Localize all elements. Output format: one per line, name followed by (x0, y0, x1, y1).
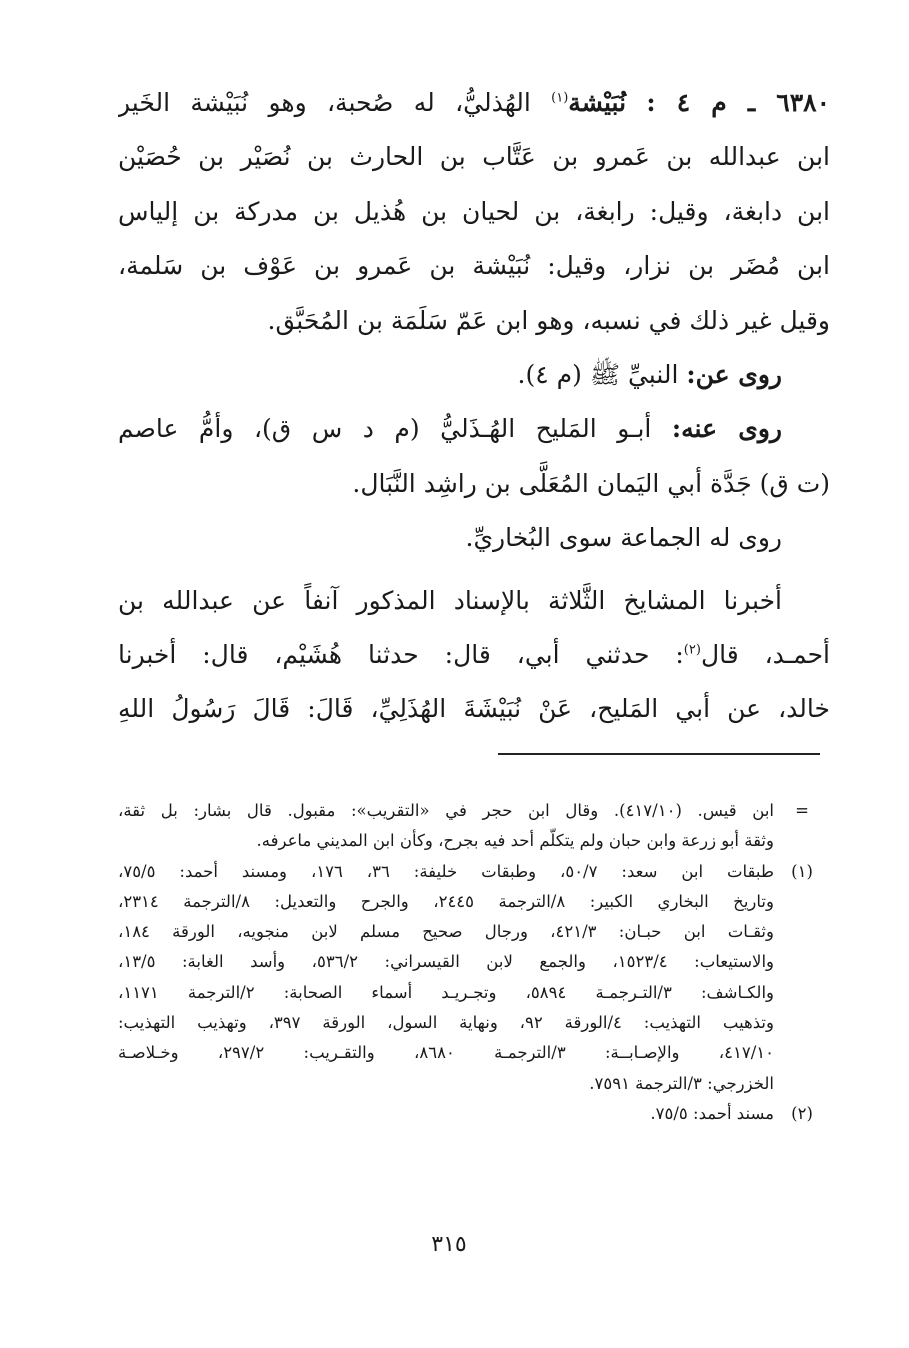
entry-first-line (118, 76, 830, 130)
footnote-line: والكـاشف: ٣/التـرجمـة ٥٨٩٤، وتجـريـد أسماء الصحابة: ٢/الترجمة ١١٧١، (118, 982, 774, 1002)
hadith-line-3: خالد، عن أبي المَليح، عَنْ نُبَيْشَةَ الهُذَلِيِّ، قَالَ: قَالَ رَسُولُ اللهِ (118, 694, 830, 724)
rawa-an-line (118, 348, 830, 402)
rawa-anhu-label: روى عنه: (671, 414, 782, 444)
page-number: ٣١٥ (431, 1232, 467, 1257)
entry-number: ٦٣٨٠ ـ م ٤ : (646, 88, 830, 117)
hadith-line-1: أخبرنا المشايخ الثَّلاثة بالإسناد المذكور آنفاً عن عبدالله بن (118, 585, 782, 615)
entry-line-5: وقيل غير ذلك في نسبه، وهو ابن عَمّ سَلَمَة بن المُحَبَّق. (267, 305, 830, 335)
footnote-marker: (٢) (791, 1103, 813, 1123)
footnote-1 (118, 857, 830, 1099)
footnote-continuation (118, 796, 830, 857)
footnote-line: طبقات ابن سعد: ٥٠/٧، وطبقات خليفة: ٣٦، ١٧٦، ومسند أحمد: ٧٥/٥، (118, 861, 774, 881)
footnote-2 (118, 1099, 830, 1129)
rawa-anhu-line-2: (ت ق) جَدَّة أبي اليَمان المُعَلَّى بن راشِد النَّبَال. (352, 468, 830, 498)
rawa-lahu-line: روى له الجماعة سوى البُخاريِّ. (465, 523, 782, 553)
entry-line-4: ابن مُضَر بن نزار، وقيل: نُبَيْشة بن عَمرو بن عَوْف بن سَلمة، (118, 251, 830, 281)
hadith-line-2a: أحمـد، قال (700, 639, 830, 669)
footnote-marker: (١) (791, 861, 813, 881)
rawa-an-label: روى عن: (686, 359, 782, 389)
footnote-line: مسند أحمد: ٧٥/٥. (650, 1103, 774, 1123)
entry-line-3: ابن دابغة، وقيل: رابغة، بن لحيان بن هُذيل بن مدركة بن إلياس (118, 196, 830, 226)
entry-line-1: الهُذليُّ، له صُحبة، وهو نُبَيْشة الخَير (118, 88, 531, 117)
footnote-marker: = (795, 801, 809, 820)
hadith-line-2b: : حدثني أبي، قال: حدثنا هُشَيْم، قال: أخبرنا (118, 639, 684, 669)
footnote-separator (498, 753, 820, 755)
entry-line-2: ابن عبدالله بن عَمرو بن عَتَّاب بن الحارث بن نُصَيْر بن حُصَيْن (118, 142, 830, 172)
footnote-line: وثقة أبو زرعة وابن حبان ولم يتكلّم أحد فيه بجرح، وكأن ابن المديني ماعرفه. (256, 831, 774, 851)
rawa-anhu-line-1 (118, 402, 830, 456)
footnotes (118, 796, 830, 1129)
footnote-line: ابن قيس. (٤١٧/١٠). وقال ابن حجر في «التقريب»: مقبول. قال بشار: بل ثقة، (118, 801, 774, 820)
rawa-an-text: النبيِّ ﷺ (م ٤). (517, 359, 679, 389)
rawa-anhu-text: أبـو المَليح الهُـذَليُّ (م د س ق)، وأمُّ عاصم (118, 414, 652, 444)
footnote-line: وثقـات ابن حبـان: ٤٢١/٣، ورجال صحيح مسلم لابن منجويه، الورقة ١٨٤، (118, 922, 774, 942)
footnote-line: وتذهيب التهذيب: ٤/الورقة ٩٢، ونهاية السول، الورقة ٣٩٧، وتهذيب التهذيب: (118, 1013, 774, 1033)
footnote-ref-2[interactable]: (٢) (683, 642, 701, 658)
footnote-line: والاستيعاب: ١٥٢٣/٤، والجمع لابن القيسراني: ٥٣٦/٢، وأسد الغابة: ١٣/٥، (118, 952, 774, 972)
main-text (118, 76, 830, 737)
footnote-ref-1[interactable]: (١) (551, 90, 569, 106)
footnote-line: الخزرجي: ٣/الترجمة ٧٥٩١. (589, 1073, 774, 1093)
entry-name: نُبَيْشة (568, 88, 627, 117)
footnote-line: وتاريخ البخاري الكبير: ٨/الترجمة ٢٤٤٥، والجرح والتعديل: ٨/الترجمة ٢٣١٤، (118, 891, 774, 911)
hadith-line-2 (118, 628, 830, 682)
footnote-line: ٤١٧/١٠، والإصـابــة: ٣/الترجمـة ٨٦٨٠، والتقـريب: ٢٩٧/٢، وخـلاصـة (118, 1043, 774, 1063)
